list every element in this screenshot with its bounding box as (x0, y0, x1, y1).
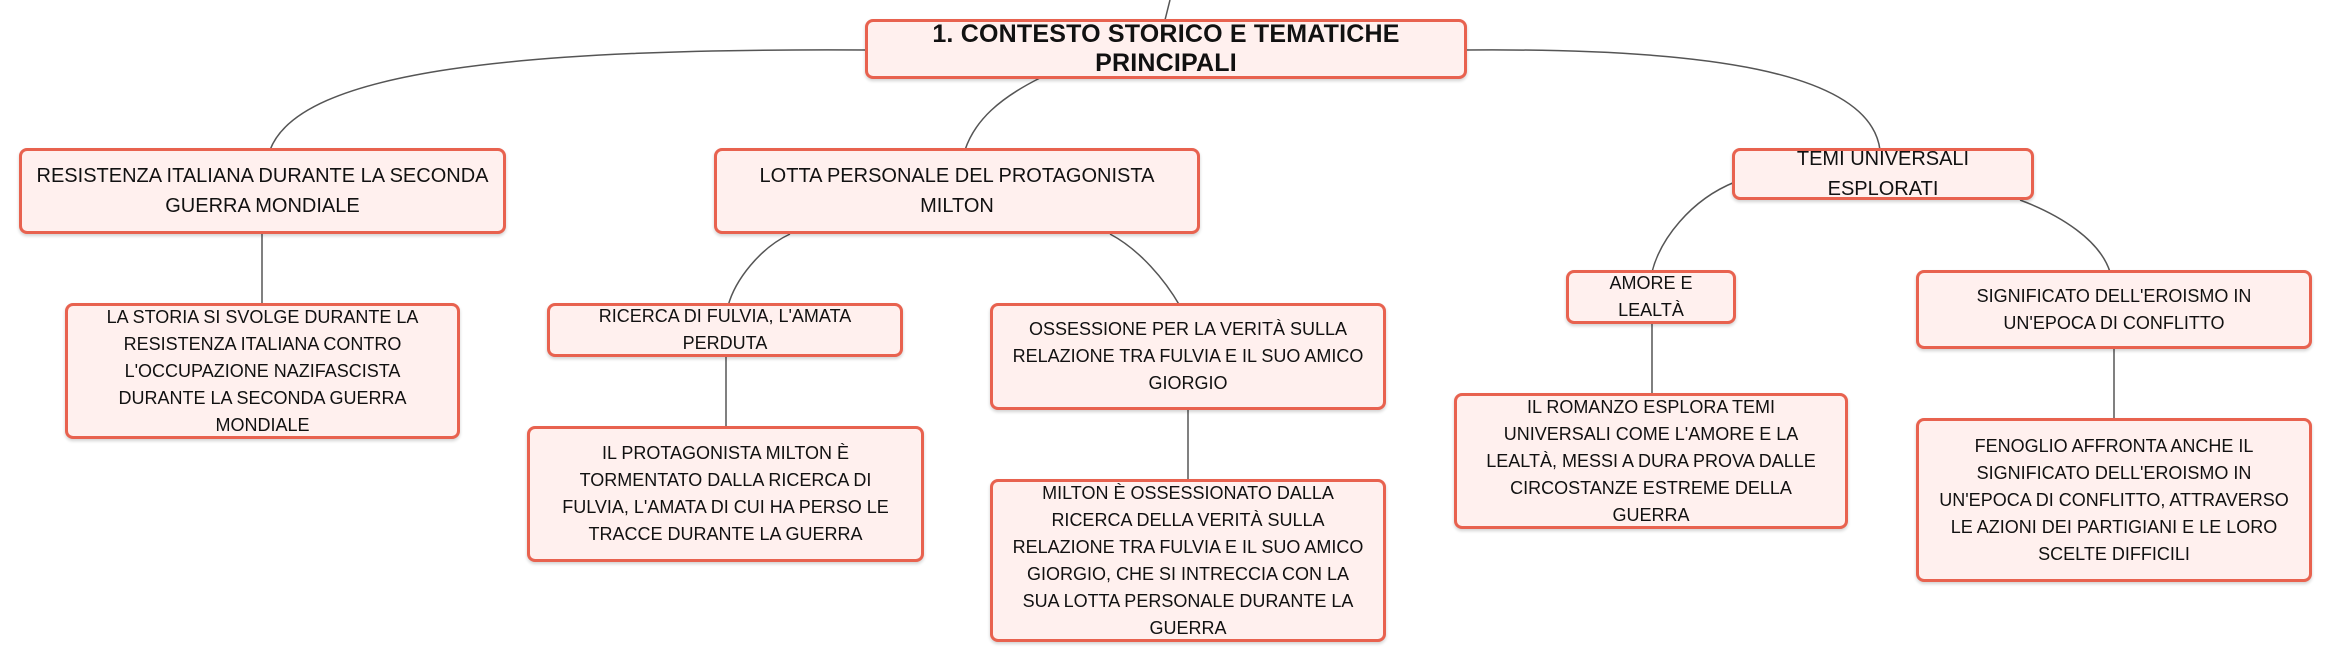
root-node[interactable] (865, 19, 1467, 79)
branch-temi-label: TEMI UNIVERSALI ESPLORATI (1796, 148, 1970, 200)
connector-lotta-ossessione (1110, 234, 1180, 306)
detail-ricerca[interactable] (527, 426, 924, 562)
detail-amore[interactable] (1454, 393, 1848, 529)
detail-eroismo[interactable] (1916, 418, 2312, 582)
root-label: 1. CONTESTO STORICO E TEMATICHE PRINCIPALI (932, 20, 1400, 77)
detail-ricerca-text: IL PROTAGONISTA MILTON È TORMENTATO DALLA RICERCA DI FULVIA, L'AMATA DI CUI HA PERSO LE TRACCE DURANTE LA GUERRA (562, 443, 889, 544)
subbranch-eroismo-label: SIGNIFICATO DELL'EROISMO IN UN'EPOCA DI CONFLITTO (1976, 285, 2252, 333)
connector-lotta-ricerca (728, 234, 790, 306)
connector-root-temi (1465, 50, 1880, 150)
branch-lotta-label: LOTTA PERSONALE DEL PROTAGONISTA MILTON (759, 165, 1155, 217)
subbranch-amore[interactable] (1566, 270, 1736, 324)
detail-resistenza-text: LA STORIA SI SVOLGE DURANTE LA RESISTENZA ITALIANA CONTRO L'OCCUPAZIONE NAZIFASCISTA DURANTE LA SECONDA GUERRA MONDIALE (106, 306, 419, 435)
branch-temi[interactable] (1732, 148, 2034, 200)
detail-ossessione-text: MILTON È OSSESSIONATO DALLA RICERCA DELLA VERITÀ SULLA RELAZIONE TRA FULVIA E IL SUO AMICO GIORGIO, CHE SI INTRECCIA CON LA SUA LOTTA PERSONALE DURANTE LA GUERRA (1012, 482, 1364, 638)
connector-temi-amore (1652, 182, 1735, 272)
detail-resistenza[interactable] (65, 303, 460, 439)
connector-root-resistenza (270, 50, 868, 150)
subbranch-ricerca-label: RICERCA DI FULVIA, L'AMATA PERDUTA (598, 306, 852, 353)
subbranch-eroismo[interactable] (1916, 270, 2312, 349)
branch-resistenza[interactable] (19, 148, 506, 234)
connector-root-up (1165, 0, 1170, 20)
branch-resistenza-label: RESISTENZA ITALIANA DURANTE LA SECONDA GUERRA MONDIALE (36, 165, 489, 217)
detail-amore-text: IL ROMANZO ESPLORA TEMI UNIVERSALI COME L'AMORE E LA LEALTÀ, MESSI A DURA PROVA DALLE CIRCOSTANZE ESTREME DELLA GUERRA (1486, 396, 1816, 525)
detail-eroismo-text: FENOGLIO AFFRONTA ANCHE IL SIGNIFICATO DELL'EROISMO IN UN'EPOCA DI CONFLITTO, ATTRAVERSO LE AZIONI DEI PARTIGIANI E LE LORO SCELTE DIFFICILI (1939, 435, 2289, 564)
subbranch-ossessione-label: OSSESSIONE PER LA VERITÀ SULLA RELAZIONE TRA FULVIA E IL SUO AMICO GIORGIO (1012, 319, 1364, 393)
subbranch-amore-label: AMORE E LEALTÀ (1609, 273, 1693, 320)
connector-root-lotta (965, 78, 1040, 150)
connector-temi-eroismo (2020, 200, 2110, 272)
branch-lotta[interactable] (714, 148, 1200, 234)
detail-ossessione[interactable] (990, 479, 1386, 642)
subbranch-ossessione[interactable] (990, 303, 1386, 410)
subbranch-ricerca[interactable] (547, 303, 903, 357)
